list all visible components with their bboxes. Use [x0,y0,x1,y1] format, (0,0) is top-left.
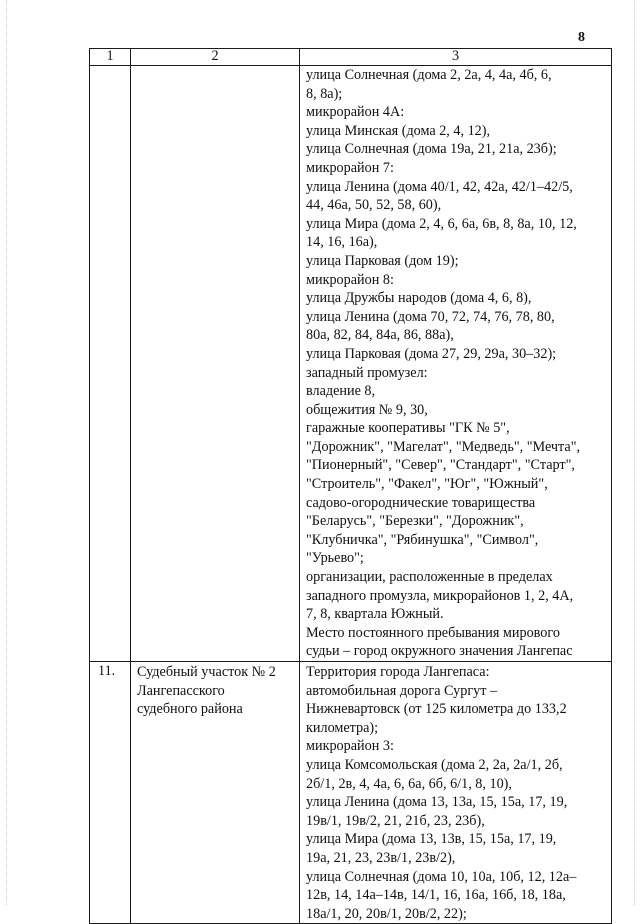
territory-line: "Пионерный", "Север", "Стандарт", "Старт", [306,457,575,474]
territory-line: "Урьево"; [306,550,364,567]
territory-line: Территория города Лангепаса: [306,664,490,680]
court-district-name-line: Лангепасского [137,682,225,699]
territory-line: улица Солнечная (дома 2, 2а, 4, 4а, 4б, 6, [306,67,552,83]
table-row [90,662,612,924]
territory-line: 12в, 14, 14а–14в, 14/1, 16, 16а, 16б, 18, 18а, [306,887,566,904]
scan-margin-right [634,0,636,905]
court-district-name [131,662,300,924]
territory-line: микрорайон 3: [306,738,394,755]
territory-line: улица Ленина (дома 40/1, 42, 42а, 42/1–42/5, [306,178,573,195]
territory-line: 19в/1, 19в/2, 21, 21б, 23, 23б), [306,812,485,829]
territory-description [300,66,612,662]
territory-line: владение 8, [306,383,376,400]
territory-line: микрорайон 7: [306,159,394,176]
territory-line: 19а, 21, 23, 23в/1, 23в/2), [306,849,456,866]
territory-line: садово-огороднические товарищества [306,494,536,511]
territory-line: улица Мира (дома 2, 4, 6, 6а, 6в, 8, 8а, 10, 12, [306,215,577,232]
territory-line: 14, 16, 16а), [306,234,378,251]
territory-line: гаражные кооперативы "ГК № 5", [306,420,510,437]
page-number: 8 [578,30,585,45]
header-col-2: 2 [131,49,300,66]
row-number [90,66,131,662]
territory-line: организации, расположенные в пределах [306,569,553,586]
territory-line: улица Ленина (дома 13, 13а, 15, 15а, 17, 19, [306,794,568,811]
territory-line: улица Ленина (дома 70, 72, 74, 76, 78, 80, [306,308,555,325]
row-number: 11. [90,662,131,924]
court-district-name-line: судебного района [137,701,243,718]
territory-line: общежития № 9, 30, [306,401,428,418]
territory-line: судьи – город окружного значения Лангепас [306,643,573,660]
territory-line: Нижневартовск (от 125 километра до 133,2 [306,701,567,718]
header-col-1: 1 [90,49,131,66]
territory-description [300,662,612,924]
territory-line: "Беларусь", "Березки", "Дорожник", [306,513,524,530]
territory-line: улица Комсомольская (дома 2, 2а, 2а/1, 2б, [306,756,563,773]
territory-line: улица Минская (дома 2, 4, 12), [306,122,491,139]
court-district-name [131,66,300,662]
territory-line: 44, 46а, 50, 52, 58, 60), [306,197,442,214]
territory-line: западный промузел: [306,364,428,381]
territory-line: улица Мира (дома 13, 13в, 15, 15а, 17, 19, [306,831,557,848]
header-col-3: 3 [300,49,612,66]
territory-line: "Клубничка", "Рябинушка", "Символ", [306,531,539,548]
territory-line: "Строитель", "Факел", "Юг", "Южный", [306,476,548,493]
court-districts-table [89,48,612,924]
territory-line: улица Парковая (дома 27, 29, 29а, 30–32); [306,345,557,362]
territory-line: улица Солнечная (дома 19а, 21, 21а, 23б); [306,141,557,158]
territory-line: Место постоянного пребывания мирового [306,624,560,641]
territory-line: микрорайон 4А: [306,104,405,121]
territory-line: автомобильная дорога Сургут – [306,682,498,699]
territory-line: 7, 8, квартала Южный. [306,606,444,623]
territory-line: 18а/1, 20, 20в/1, 20в/2, 22); [306,905,467,922]
territory-line: улица Солнечная (дома 10, 10а, 10б, 12, 12а– [306,868,577,885]
territory-line: 8, 8а); [306,85,343,102]
territory-line: "Дорожник", "Магелат", "Медведь", "Мечта", [306,438,581,455]
scan-margin-left [6,0,8,905]
territory-line: 80а, 82, 84, 84а, 86, 88а), [306,327,454,344]
territory-line: километра); [306,719,379,736]
table-row [90,66,612,662]
territory-line: западного промузла, микрорайонов 1, 2, 4А, [306,587,574,604]
court-district-name-line: Судебный участок № 2 [137,664,276,680]
territory-line: улица Парковая (дом 19); [306,252,459,269]
territory-line: микрорайон 8: [306,271,394,288]
territory-line: улица Дружбы народов (дома 4, 6, 8), [306,290,532,307]
territory-line: 2б/1, 2в, 4, 4а, 6, 6а, 6б, 6/1, 8, 10), [306,775,512,792]
table-header-row [90,49,612,66]
